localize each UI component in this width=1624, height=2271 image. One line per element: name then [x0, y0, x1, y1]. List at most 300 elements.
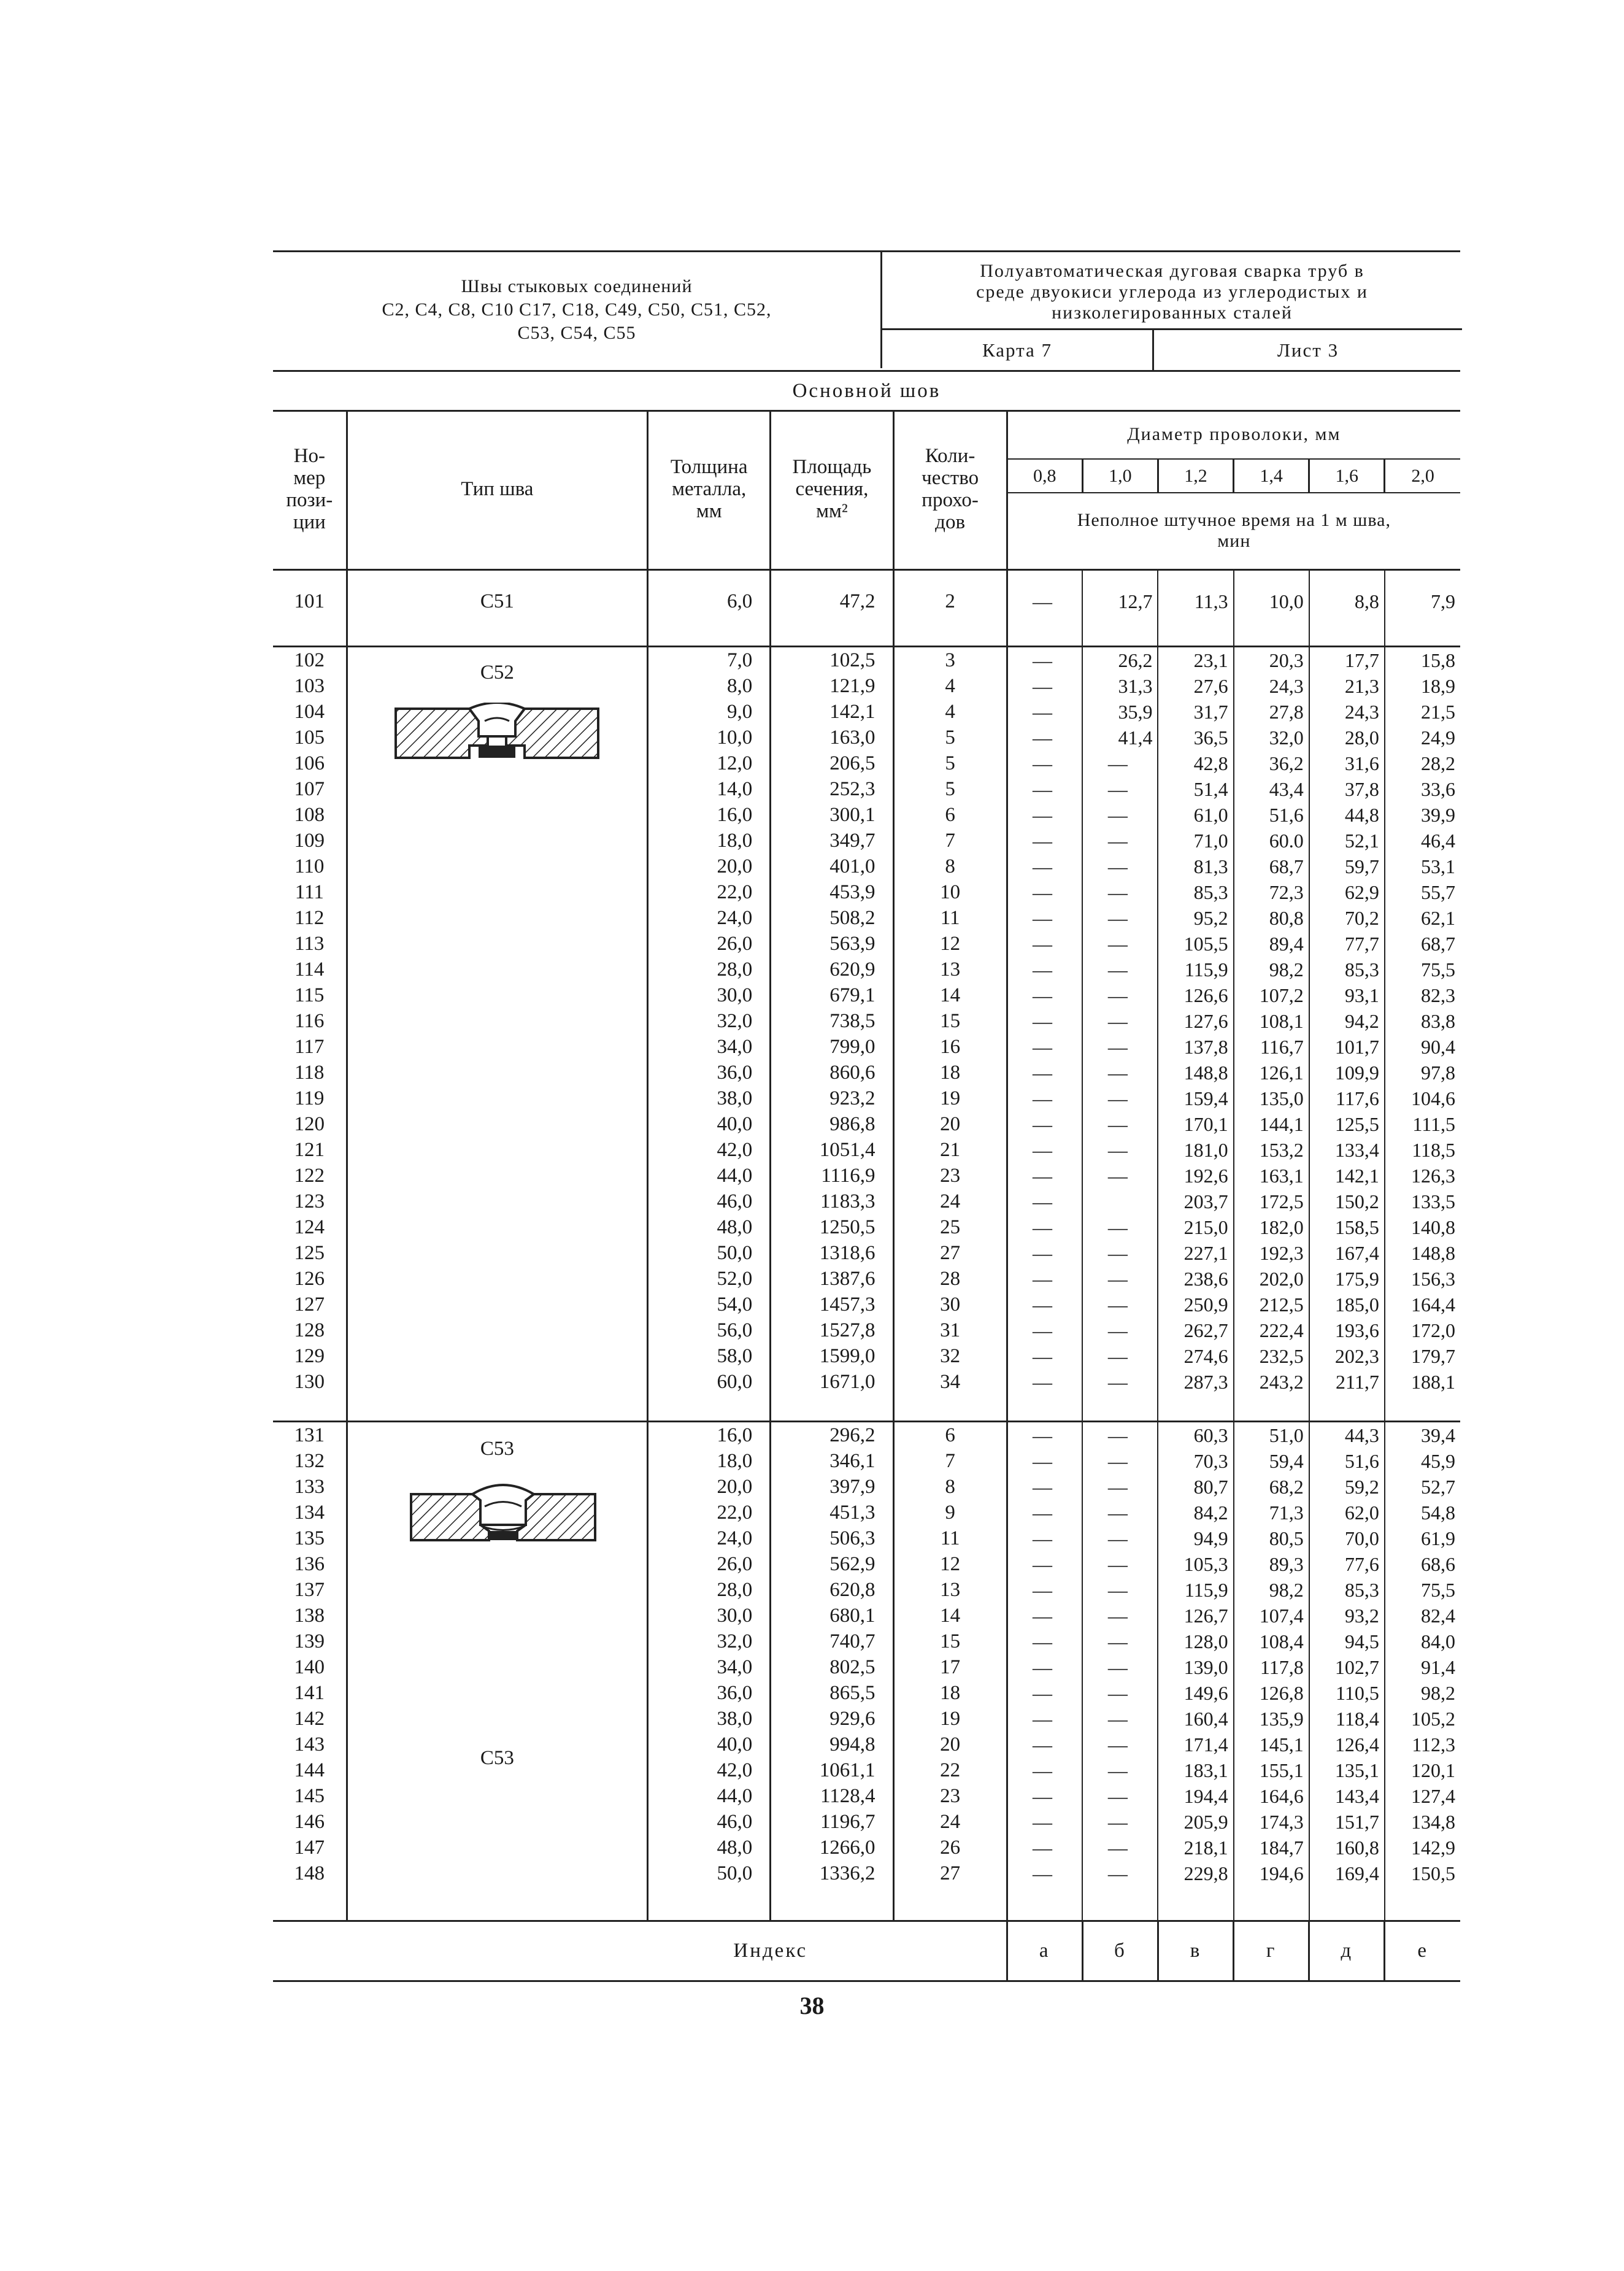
- time-value: 135,9: [1234, 1706, 1309, 1732]
- time-value: 81,3: [1158, 854, 1233, 879]
- index-letter: б: [1082, 1921, 1158, 1981]
- group-gap-bottom: [273, 1395, 1460, 1407]
- diameter-0-8: 0,8: [1007, 459, 1082, 493]
- position-number: 101: [273, 569, 347, 632]
- metal-thickness: 40,0: [648, 1732, 771, 1757]
- pass-count: 22: [893, 1757, 1007, 1783]
- col-header-position-l1: Но-: [293, 445, 325, 468]
- spacer-cell: [893, 632, 1007, 647]
- metal-thickness: 18,0: [648, 1448, 771, 1474]
- time-value: 15,8: [1385, 646, 1460, 673]
- metal-thickness: 38,0: [648, 1706, 771, 1732]
- pass-count: 18: [893, 1060, 1007, 1085]
- time-value: —: [1007, 1577, 1082, 1603]
- time-norm-table: [273, 410, 1460, 1982]
- time-value: —: [1007, 1654, 1082, 1680]
- time-value: —: [1007, 1292, 1082, 1317]
- pass-count: 30: [893, 1292, 1007, 1317]
- time-value: 72,3: [1234, 879, 1309, 905]
- pass-count: 10: [893, 879, 1007, 905]
- time-value: —: [1082, 1448, 1158, 1474]
- section-area: 1051,4: [771, 1137, 893, 1163]
- time-value: 98,2: [1234, 957, 1309, 982]
- time-value: 62,1: [1385, 905, 1460, 931]
- time-value: 153,2: [1234, 1137, 1309, 1163]
- time-value: 167,4: [1309, 1240, 1385, 1266]
- position-number: 106: [294, 752, 325, 774]
- position-number: 119: [294, 1087, 325, 1109]
- time-value: —: [1082, 828, 1158, 854]
- time-value: 172,0: [1385, 1317, 1460, 1343]
- col-header-passes: [893, 410, 1007, 569]
- time-value: 212,5: [1234, 1292, 1309, 1317]
- pass-count: 19: [893, 1706, 1007, 1732]
- time-value: 179,7: [1385, 1343, 1460, 1369]
- spacer-cell: [893, 1395, 1007, 1407]
- col-header-passes-l1: Коли-: [925, 445, 976, 468]
- time-value: 31,7: [1158, 699, 1233, 725]
- section-area: 923,2: [771, 1085, 893, 1111]
- time-value: 102,7: [1309, 1654, 1385, 1680]
- position-number: 128: [294, 1319, 325, 1341]
- time-value: 82,4: [1385, 1603, 1460, 1629]
- position-number: 108: [294, 803, 325, 826]
- time-value: 75,5: [1385, 957, 1460, 982]
- time-value: 203,7: [1158, 1189, 1233, 1214]
- time-value: 95,2: [1158, 905, 1233, 931]
- section-title: Основной шов: [273, 370, 1460, 412]
- time-value: 142,9: [1385, 1835, 1460, 1860]
- time-value: —: [1007, 776, 1082, 802]
- time-value: 118,4: [1309, 1706, 1385, 1732]
- diameter-1-4: 1,4: [1234, 459, 1309, 493]
- index-letter: д: [1309, 1921, 1385, 1981]
- time-value: 160,4: [1158, 1706, 1233, 1732]
- pass-count: 2: [893, 569, 1007, 632]
- position-number: 111: [294, 881, 324, 903]
- time-value: 194,4: [1158, 1783, 1233, 1809]
- index-empty-cell: [893, 1921, 1007, 1981]
- time-value: 164,6: [1234, 1783, 1309, 1809]
- seam-type-label: С51: [480, 590, 514, 612]
- col-header-seam-type: Тип шва: [347, 410, 647, 569]
- metal-thickness: 60,0: [648, 1369, 771, 1395]
- section-area: 680,1: [771, 1603, 893, 1629]
- time-value: —: [1007, 931, 1082, 957]
- col-header-area-l1: Площадь: [792, 456, 872, 479]
- header-process: [880, 252, 1462, 368]
- pass-count: 6: [893, 1421, 1007, 1448]
- time-value: 104,6: [1385, 1085, 1460, 1111]
- position-number: 138: [294, 1604, 325, 1627]
- time-value: —: [1082, 1292, 1158, 1317]
- pass-count: 12: [893, 931, 1007, 957]
- metal-thickness: 50,0: [648, 1860, 771, 1886]
- spacer-cell: [893, 1407, 1007, 1422]
- time-value: —: [1007, 1860, 1082, 1886]
- pass-count: 5: [893, 776, 1007, 802]
- time-value: 202,3: [1309, 1343, 1385, 1369]
- time-value: 20,3: [1234, 646, 1309, 673]
- header-left-line2: С2, С4, С8, С10 С17, С18, С49, С50, С51, С52,: [382, 299, 772, 320]
- time-value: 117,6: [1309, 1085, 1385, 1111]
- section-area: 1061,1: [771, 1757, 893, 1783]
- time-value: 148,8: [1385, 1240, 1460, 1266]
- spacer-cell: [1007, 1886, 1082, 1921]
- time-value: 169,4: [1309, 1860, 1385, 1886]
- position-number: 146: [294, 1810, 325, 1833]
- time-value: 125,5: [1309, 1111, 1385, 1137]
- time-value: 229,8: [1158, 1860, 1233, 1886]
- metal-thickness: 16,0: [648, 802, 771, 828]
- time-value: 44,3: [1309, 1421, 1385, 1448]
- time-value: 91,4: [1385, 1654, 1460, 1680]
- section-area: 296,2: [771, 1421, 893, 1448]
- time-value: 23,1: [1158, 646, 1233, 673]
- time-value: 62,9: [1309, 879, 1385, 905]
- spacer-cell: [273, 1886, 347, 1921]
- position-number: 134: [294, 1501, 325, 1524]
- time-value: —: [1007, 646, 1082, 673]
- time-value: 85,3: [1158, 879, 1233, 905]
- header-process-title: [882, 256, 1462, 327]
- time-value: 126,8: [1234, 1680, 1309, 1706]
- time-value: 60.0: [1234, 828, 1309, 854]
- position-number: 116: [294, 1009, 325, 1032]
- position-number: 133: [294, 1475, 325, 1498]
- time-value: 222,4: [1234, 1317, 1309, 1343]
- time-value: 94,5: [1309, 1629, 1385, 1654]
- col-header-position-l4: ции: [293, 511, 326, 534]
- spacer-cell: [648, 1395, 771, 1407]
- position-number: 136: [294, 1552, 325, 1575]
- group-gap-bottom: [273, 1886, 1460, 1921]
- time-value: 26,2: [1082, 646, 1158, 673]
- section-area: 1183,3: [771, 1189, 893, 1214]
- time-value: —: [1007, 1189, 1082, 1214]
- pass-count: 7: [893, 1448, 1007, 1474]
- time-value: —: [1082, 1757, 1158, 1783]
- time-value: 227,1: [1158, 1240, 1233, 1266]
- metal-thickness: 28,0: [648, 957, 771, 982]
- time-value: 68,6: [1385, 1551, 1460, 1577]
- time-value: —: [1007, 725, 1082, 750]
- time-value: 287,3: [1158, 1369, 1233, 1395]
- metal-thickness: 28,0: [648, 1577, 771, 1603]
- pass-count: 25: [893, 1214, 1007, 1240]
- metal-thickness: 32,0: [648, 1629, 771, 1654]
- spacer-cell: [771, 1395, 893, 1407]
- time-value: —: [1082, 1474, 1158, 1500]
- time-value: 150,5: [1385, 1860, 1460, 1886]
- section-area: 1457,3: [771, 1292, 893, 1317]
- index-letter: в: [1158, 1921, 1233, 1981]
- metal-thickness: 6,0: [648, 569, 771, 632]
- section-area: 738,5: [771, 1008, 893, 1034]
- spacer-cell: [771, 1886, 893, 1921]
- time-value: 171,4: [1158, 1732, 1233, 1757]
- time-value: 24,3: [1234, 673, 1309, 699]
- section-area: 252,3: [771, 776, 893, 802]
- time-value: 71,3: [1234, 1500, 1309, 1525]
- seam-type-label: С53: [480, 1437, 514, 1460]
- pass-count: 23: [893, 1783, 1007, 1809]
- card-header: [273, 252, 1460, 368]
- spacer-cell: [1385, 632, 1460, 647]
- pass-count: 31: [893, 1317, 1007, 1343]
- time-value: 51,0: [1234, 1421, 1309, 1448]
- pass-count: 17: [893, 1654, 1007, 1680]
- section-area: 1250,5: [771, 1214, 893, 1240]
- pass-count: 3: [893, 646, 1007, 673]
- time-value: 243,2: [1234, 1369, 1309, 1395]
- header-card-number: Карта 7: [882, 328, 1154, 370]
- spacer-cell: [1385, 1886, 1460, 1921]
- pass-count: 7: [893, 828, 1007, 854]
- time-value: 118,5: [1385, 1137, 1460, 1163]
- time-value: 112,3: [1385, 1732, 1460, 1757]
- time-value: —: [1082, 1500, 1158, 1525]
- time-value: 7,9: [1385, 569, 1460, 632]
- time-value: 192,6: [1158, 1163, 1233, 1189]
- position-number: 131: [273, 1421, 347, 1448]
- time-value: 61,9: [1385, 1525, 1460, 1551]
- time-value: 105,3: [1158, 1551, 1233, 1577]
- metal-thickness: 44,0: [648, 1163, 771, 1189]
- section-area: 563,9: [771, 931, 893, 957]
- section-area: 620,8: [771, 1577, 893, 1603]
- section-area: 506,3: [771, 1525, 893, 1551]
- pass-count: 6: [893, 802, 1007, 828]
- metal-thickness: 24,0: [648, 1525, 771, 1551]
- time-value: —: [1082, 1085, 1158, 1111]
- time-value: 80,8: [1234, 905, 1309, 931]
- time-value: 70,3: [1158, 1448, 1233, 1474]
- time-value: 53,1: [1385, 854, 1460, 879]
- time-value: —: [1007, 1060, 1082, 1085]
- time-value: —: [1007, 1448, 1082, 1474]
- time-value: —: [1082, 1111, 1158, 1137]
- time-value: —: [1082, 1343, 1158, 1369]
- time-value: 70,2: [1309, 905, 1385, 931]
- position-number: 127: [294, 1293, 325, 1316]
- position-number: 142: [294, 1707, 325, 1730]
- time-value: 39,9: [1385, 802, 1460, 828]
- time-value: —: [1007, 1680, 1082, 1706]
- metal-thickness: 20,0: [648, 1474, 771, 1500]
- section-area: 102,5: [771, 646, 893, 673]
- time-value: 134,8: [1385, 1809, 1460, 1835]
- top-rule: [273, 250, 1460, 252]
- time-value: 101,7: [1309, 1034, 1385, 1060]
- header-seam-types: [273, 252, 880, 368]
- time-value: 139,0: [1158, 1654, 1233, 1680]
- section-area: 1116,9: [771, 1163, 893, 1189]
- spacer-cell: [273, 632, 347, 647]
- pass-count: 19: [893, 1085, 1007, 1111]
- position-number: 122: [294, 1164, 325, 1187]
- time-value: 156,3: [1385, 1266, 1460, 1292]
- time-value: 90,4: [1385, 1034, 1460, 1060]
- seam-type-cell: [347, 569, 647, 632]
- time-value: 126,1: [1234, 1060, 1309, 1085]
- spacer-cell: [771, 632, 893, 647]
- page-number: 38: [799, 1992, 825, 2019]
- time-value: —: [1082, 957, 1158, 982]
- metal-thickness: 18,0: [648, 828, 771, 854]
- spacer-cell: [1309, 1395, 1385, 1407]
- section-area: 1599,0: [771, 1343, 893, 1369]
- spacer-cell: [1158, 632, 1233, 647]
- header-left-line3: С53, С54, С55: [517, 323, 636, 343]
- metal-thickness: 44,0: [648, 1783, 771, 1809]
- time-value: —: [1082, 1629, 1158, 1654]
- position-number: 126: [294, 1267, 325, 1290]
- position-number: 124: [294, 1216, 325, 1238]
- time-value: 89,4: [1234, 931, 1309, 957]
- time-value: 39,4: [1385, 1421, 1460, 1448]
- pass-count: 5: [893, 750, 1007, 776]
- header-left-line1: Швы стыковых соединений: [461, 276, 693, 296]
- time-value: —: [1082, 1034, 1158, 1060]
- section-area: 1196,7: [771, 1809, 893, 1835]
- col-header-time: [1007, 493, 1460, 569]
- metal-thickness: 9,0: [648, 699, 771, 725]
- diameter-1-6: 1,6: [1309, 459, 1385, 493]
- time-value: 144,1: [1234, 1111, 1309, 1137]
- section-area: 47,2: [771, 569, 893, 632]
- time-value: 142,1: [1309, 1163, 1385, 1189]
- metal-thickness: 30,0: [648, 982, 771, 1008]
- header-right-line1: Полуавтоматическая дуговая сварка труб в: [980, 260, 1364, 281]
- spacer-cell: [648, 1886, 771, 1921]
- spacer-cell: [1007, 1407, 1082, 1422]
- metal-thickness: 26,0: [648, 1551, 771, 1577]
- spacer-cell: [1385, 1395, 1460, 1407]
- pass-count: 4: [893, 699, 1007, 725]
- col-header-time-l1: Неполное штучное время на 1 м шва,: [1077, 510, 1391, 531]
- time-value: —: [1007, 1757, 1082, 1783]
- time-value: 98,2: [1234, 1577, 1309, 1603]
- section-area: 986,8: [771, 1111, 893, 1137]
- time-value: —: [1007, 1629, 1082, 1654]
- time-value: 107,4: [1234, 1603, 1309, 1629]
- time-value: 110,5: [1309, 1680, 1385, 1706]
- time-value: —: [1082, 1680, 1158, 1706]
- seam-type-label: С52: [480, 661, 514, 684]
- time-value: 145,1: [1234, 1732, 1309, 1757]
- time-value: —: [1082, 1240, 1158, 1266]
- time-value: 59,4: [1234, 1448, 1309, 1474]
- time-value: 183,1: [1158, 1757, 1233, 1783]
- time-value: —: [1007, 854, 1082, 879]
- position-number: 144: [294, 1759, 325, 1781]
- time-value: 127,6: [1158, 1008, 1233, 1034]
- metal-thickness: 48,0: [648, 1214, 771, 1240]
- time-value: 68,7: [1234, 854, 1309, 879]
- header-right-line3: низколегированных сталей: [1052, 302, 1293, 323]
- time-value: —: [1007, 1732, 1082, 1757]
- time-value: 27,8: [1234, 699, 1309, 725]
- time-value: 172,5: [1234, 1189, 1309, 1214]
- position-number: 125: [294, 1241, 325, 1264]
- time-value: 62,0: [1309, 1500, 1385, 1525]
- section-area: 1266,0: [771, 1835, 893, 1860]
- col-header-passes-l4: дов: [935, 511, 966, 534]
- time-value: 84,0: [1385, 1629, 1460, 1654]
- spacer-cell: [1082, 1886, 1158, 1921]
- time-value: —: [1082, 1060, 1158, 1085]
- spacer-cell: [1082, 632, 1158, 647]
- time-value: —: [1007, 1008, 1082, 1034]
- weld-profile-c52: [393, 703, 601, 764]
- time-value: [1082, 1189, 1158, 1214]
- time-value: 116,7: [1234, 1034, 1309, 1060]
- metal-thickness: 30,0: [648, 1603, 771, 1629]
- time-value: 182,0: [1234, 1214, 1309, 1240]
- time-value: —: [1082, 1603, 1158, 1629]
- section-area: 929,6: [771, 1706, 893, 1732]
- col-header-time-l2: мин: [1217, 531, 1251, 552]
- pass-count: 34: [893, 1369, 1007, 1395]
- time-value: 109,9: [1309, 1060, 1385, 1085]
- time-value: 250,9: [1158, 1292, 1233, 1317]
- section-area: 121,9: [771, 673, 893, 699]
- position-number: 103: [294, 674, 325, 697]
- time-value: 140,8: [1385, 1214, 1460, 1240]
- position-number: 145: [294, 1784, 325, 1807]
- time-value: —: [1007, 1343, 1082, 1369]
- time-value: 10,0: [1234, 569, 1309, 632]
- col-header-passes-l3: прохо-: [922, 489, 979, 512]
- time-value: 77,6: [1309, 1551, 1385, 1577]
- metal-thickness: 58,0: [648, 1343, 771, 1369]
- time-value: 117,8: [1234, 1654, 1309, 1680]
- time-value: —: [1007, 1835, 1082, 1860]
- time-value: 126,4: [1309, 1732, 1385, 1757]
- section-area: 679,1: [771, 982, 893, 1008]
- time-value: 89,3: [1234, 1551, 1309, 1577]
- time-value: 61,0: [1158, 802, 1233, 828]
- time-value: 71,0: [1158, 828, 1233, 854]
- metal-thickness: 36,0: [648, 1680, 771, 1706]
- position-number: 130: [294, 1370, 325, 1393]
- col-header-wire-diameter: Диаметр проволоки, мм: [1007, 410, 1460, 459]
- time-value: 127,4: [1385, 1783, 1460, 1809]
- section-area: 451,3: [771, 1500, 893, 1525]
- time-value: 60,3: [1158, 1421, 1233, 1448]
- time-value: 41,4: [1082, 725, 1158, 750]
- time-value: —: [1082, 802, 1158, 828]
- pass-count: 13: [893, 957, 1007, 982]
- position-number: 120: [294, 1112, 325, 1135]
- diameter-1-0: 1,0: [1082, 459, 1158, 493]
- metal-thickness: 7,0: [648, 646, 771, 673]
- position-number: 107: [294, 777, 325, 800]
- position-number: 143: [294, 1733, 325, 1756]
- section-area: 163,0: [771, 725, 893, 750]
- metal-thickness: 48,0: [648, 1835, 771, 1860]
- time-value: 158,5: [1309, 1214, 1385, 1240]
- seam-type-label-2: С53: [480, 1746, 514, 1769]
- time-value: —: [1007, 1163, 1082, 1189]
- spacer-cell: [1082, 1407, 1158, 1422]
- metal-thickness: 42,0: [648, 1757, 771, 1783]
- group-gap-top: [273, 1407, 1460, 1422]
- position-number: 114: [294, 958, 325, 981]
- pass-count: 13: [893, 1577, 1007, 1603]
- time-value: —: [1082, 1809, 1158, 1835]
